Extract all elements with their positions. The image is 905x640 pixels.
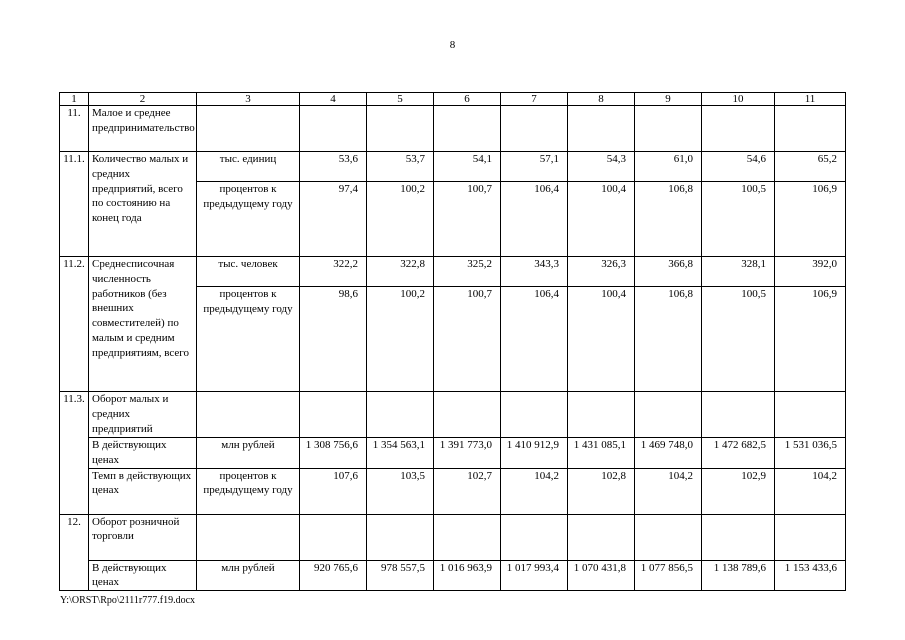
- value-cell: [501, 514, 568, 560]
- value-cell: 97,4: [300, 182, 367, 257]
- value-cell: 98,6: [300, 287, 367, 392]
- column-number: 4: [300, 93, 367, 106]
- indicator-name: В действующих ценах: [89, 438, 197, 469]
- column-number: 10: [702, 93, 775, 106]
- value-cell: 978 557,5: [367, 560, 434, 591]
- value-cell: 1 472 682,5: [702, 438, 775, 469]
- indicator-name: Оборот розничной торговли: [89, 514, 197, 560]
- value-cell: 366,8: [635, 257, 702, 287]
- value-cell: 106,4: [501, 287, 568, 392]
- value-cell: 53,6: [300, 152, 367, 182]
- value-cell: 102,9: [702, 468, 775, 514]
- column-number: 9: [635, 93, 702, 106]
- unit-cell: процентов к предыдущему году: [197, 468, 300, 514]
- value-cell: 322,8: [367, 257, 434, 287]
- indicator-name: Малое и среднее предпринимательство: [89, 106, 197, 152]
- value-cell: 100,5: [702, 182, 775, 257]
- unit-cell: процентов к предыдущему году: [197, 182, 300, 257]
- value-cell: 104,2: [635, 468, 702, 514]
- value-cell: 100,4: [568, 287, 635, 392]
- table-row: [60, 468, 846, 514]
- column-number: 11: [775, 93, 846, 106]
- value-cell: [367, 514, 434, 560]
- value-cell: 100,2: [367, 182, 434, 257]
- table-row: [60, 106, 846, 152]
- unit-cell: процентов к предыдущему году: [197, 287, 300, 392]
- value-cell: [635, 514, 702, 560]
- table-row: [60, 438, 846, 469]
- value-cell: 325,2: [434, 257, 501, 287]
- column-number: 1: [60, 93, 89, 106]
- value-cell: 106,9: [775, 182, 846, 257]
- value-cell: [300, 106, 367, 152]
- value-cell: [775, 392, 846, 438]
- column-number: 6: [434, 93, 501, 106]
- value-cell: [702, 514, 775, 560]
- value-cell: 392,0: [775, 257, 846, 287]
- row-index: 11.2.: [60, 257, 89, 392]
- value-cell: 1 531 036,5: [775, 438, 846, 469]
- indicators-table: [59, 92, 846, 591]
- value-cell: 106,8: [635, 182, 702, 257]
- value-cell: 103,5: [367, 468, 434, 514]
- value-cell: [568, 392, 635, 438]
- value-cell: 1 077 856,5: [635, 560, 702, 591]
- value-cell: 57,1: [501, 152, 568, 182]
- value-cell: 100,4: [568, 182, 635, 257]
- column-number-row: [60, 93, 846, 106]
- value-cell: 326,3: [568, 257, 635, 287]
- value-cell: 1 354 563,1: [367, 438, 434, 469]
- value-cell: 1 138 789,6: [702, 560, 775, 591]
- value-cell: 102,7: [434, 468, 501, 514]
- unit-cell: [197, 514, 300, 560]
- indicator-name: Среднесписочная численность работников (без внешних совместителей) по малым и средним предприятиям, всего: [89, 257, 197, 392]
- page-number: 8: [449, 39, 456, 51]
- value-cell: 53,7: [367, 152, 434, 182]
- value-cell: [775, 514, 846, 560]
- value-cell: 104,2: [501, 468, 568, 514]
- table-row: [60, 257, 846, 287]
- value-cell: [300, 392, 367, 438]
- unit-cell: [197, 392, 300, 438]
- value-cell: 65,2: [775, 152, 846, 182]
- value-cell: [367, 392, 434, 438]
- column-number: 7: [501, 93, 568, 106]
- value-cell: [568, 106, 635, 152]
- value-cell: 102,8: [568, 468, 635, 514]
- unit-cell: тыс. единиц: [197, 152, 300, 182]
- table-row: [60, 152, 846, 182]
- row-index: 12.: [60, 514, 89, 591]
- value-cell: 54,6: [702, 152, 775, 182]
- value-cell: 343,3: [501, 257, 568, 287]
- indicator-name: Оборот малых и средних предприятий: [89, 392, 197, 438]
- value-cell: 322,2: [300, 257, 367, 287]
- value-cell: 100,5: [702, 287, 775, 392]
- value-cell: 106,8: [635, 287, 702, 392]
- value-cell: 1 016 963,9: [434, 560, 501, 591]
- value-cell: [568, 514, 635, 560]
- value-cell: [501, 106, 568, 152]
- file-path-footer: Y:\ORST\Rpo\2111r777.f19.docx: [60, 595, 196, 606]
- column-number: 2: [89, 93, 197, 106]
- value-cell: [434, 392, 501, 438]
- value-cell: 100,7: [434, 287, 501, 392]
- value-cell: 1 469 748,0: [635, 438, 702, 469]
- indicator-name: Количество малых и средних предприятий, всего по состоянию на конец года: [89, 152, 197, 257]
- value-cell: 106,4: [501, 182, 568, 257]
- indicator-name: В действующих ценах: [89, 560, 197, 591]
- value-cell: [501, 392, 568, 438]
- value-cell: 1 391 773,0: [434, 438, 501, 469]
- column-number: 3: [197, 93, 300, 106]
- value-cell: 104,2: [775, 468, 846, 514]
- value-cell: [434, 106, 501, 152]
- value-cell: 1 431 085,1: [568, 438, 635, 469]
- value-cell: 100,2: [367, 287, 434, 392]
- value-cell: 328,1: [702, 257, 775, 287]
- value-cell: 107,6: [300, 468, 367, 514]
- unit-cell: млн рублей: [197, 560, 300, 591]
- column-number: 5: [367, 93, 434, 106]
- value-cell: [300, 514, 367, 560]
- unit-cell: млн рублей: [197, 438, 300, 469]
- value-cell: [775, 106, 846, 152]
- unit-cell: [197, 106, 300, 152]
- value-cell: 54,1: [434, 152, 501, 182]
- row-index: 11.: [60, 106, 89, 152]
- table-row: [60, 392, 846, 438]
- value-cell: 1 153 433,6: [775, 560, 846, 591]
- value-cell: 1 308 756,6: [300, 438, 367, 469]
- table-row: [60, 514, 846, 560]
- value-cell: 1 017 993,4: [501, 560, 568, 591]
- indicator-name: Темп в действующих ценах: [89, 468, 197, 514]
- row-index: 11.1.: [60, 152, 89, 257]
- value-cell: [702, 392, 775, 438]
- column-number: 8: [568, 93, 635, 106]
- value-cell: 106,9: [775, 287, 846, 392]
- table-row: [60, 560, 846, 591]
- value-cell: 1 410 912,9: [501, 438, 568, 469]
- value-cell: 920 765,6: [300, 560, 367, 591]
- value-cell: 100,7: [434, 182, 501, 257]
- value-cell: [367, 106, 434, 152]
- unit-cell: тыс. человек: [197, 257, 300, 287]
- value-cell: [434, 514, 501, 560]
- value-cell: 54,3: [568, 152, 635, 182]
- row-index: 11.3.: [60, 392, 89, 515]
- value-cell: [635, 392, 702, 438]
- value-cell: 61,0: [635, 152, 702, 182]
- value-cell: [635, 106, 702, 152]
- value-cell: 1 070 431,8: [568, 560, 635, 591]
- value-cell: [702, 106, 775, 152]
